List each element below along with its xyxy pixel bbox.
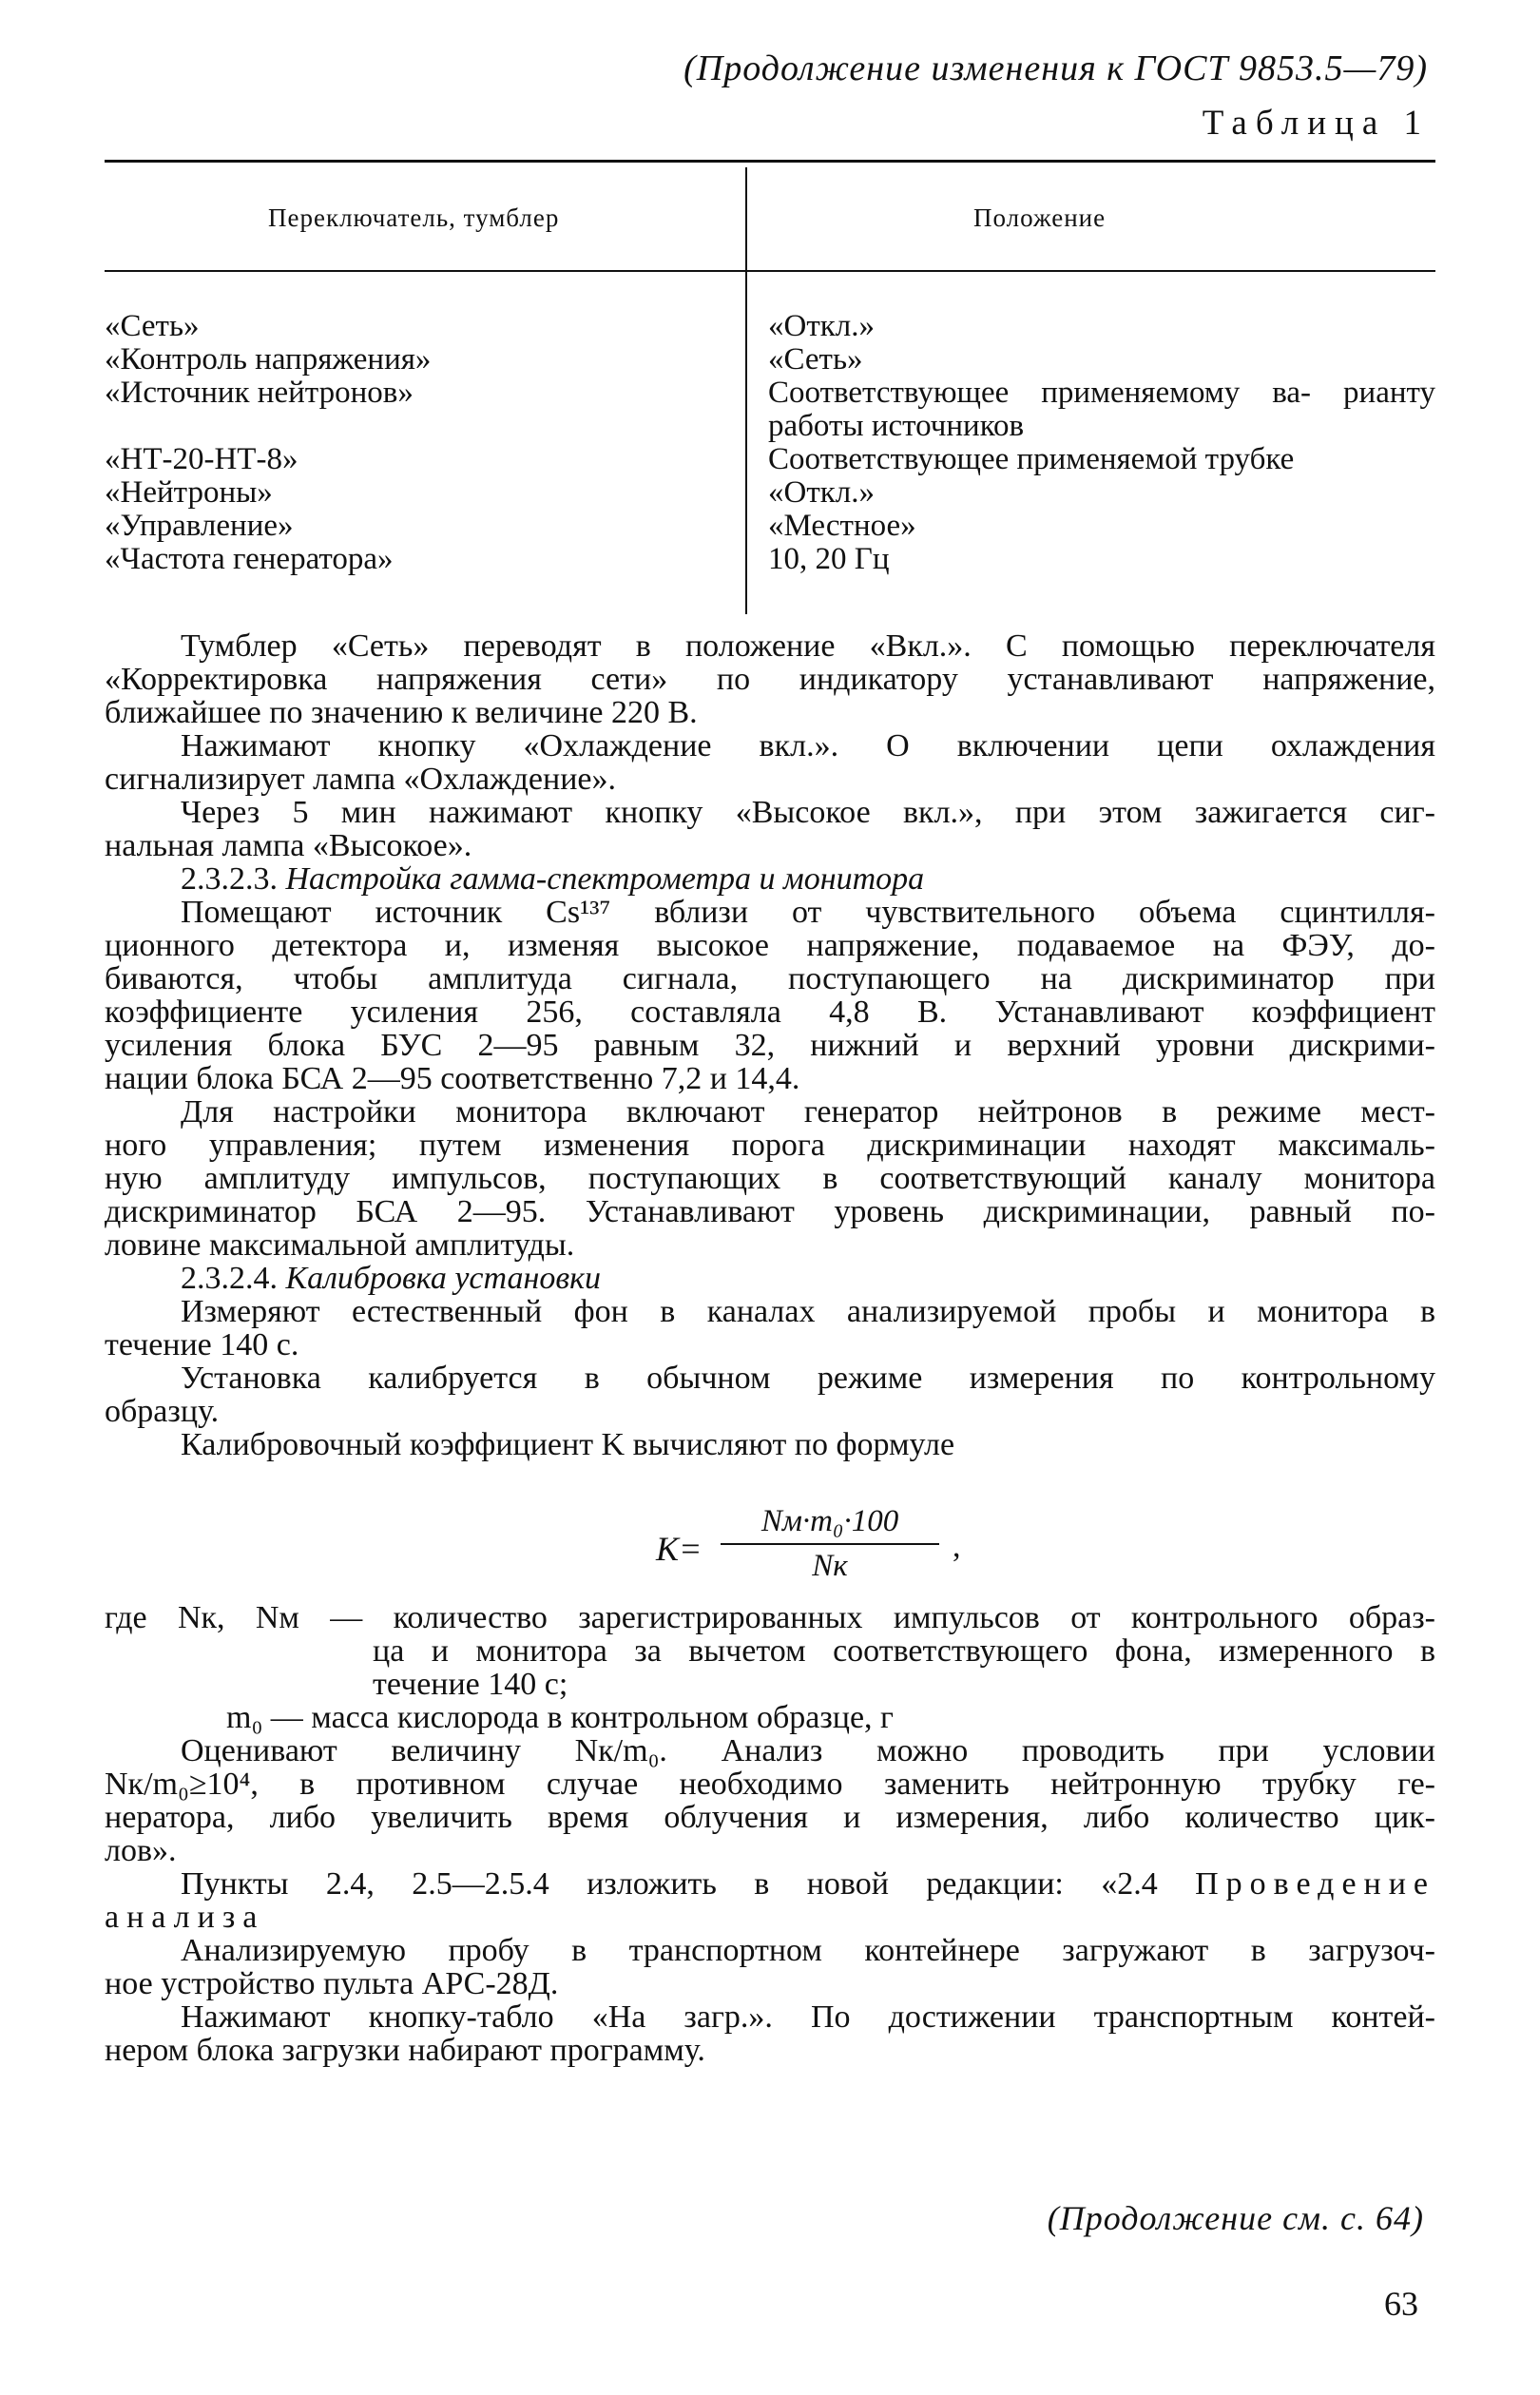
paragraph xyxy=(105,1362,1435,1428)
paragraph xyxy=(105,1428,1435,1461)
text-line: m₀ — масса кислорода в контрольном образце, г xyxy=(226,1700,894,1735)
text-span: Пункты 2.4, 2.5—2.5.4 изложить в новой редакции: «2.4 xyxy=(181,1866,1158,1902)
text-line xyxy=(105,1867,1435,1901)
section-number: 2.3.2.4. xyxy=(181,1261,278,1296)
section-heading-2-3-2-3 xyxy=(105,862,1435,896)
text-line: коэффициенте усиления 256, составляла 4,8 В. Устанавливают коэффициент xyxy=(105,995,1435,1030)
text-line: нером блока загрузки набирают программу. xyxy=(105,2033,705,2068)
header-continuation: (Продолжение изменения к ГОСТ 9853.5—79) xyxy=(683,48,1428,88)
section-title: Калибровка установки xyxy=(285,1261,601,1296)
text-line: образцу. xyxy=(105,1394,220,1429)
table-col-position xyxy=(768,310,1435,576)
text-line: Нажимают кнопку-табло «На загр.». По достижении транспортным контей- xyxy=(181,1999,1435,2035)
text-line: ближайшее по значению к величине 220 В. xyxy=(105,695,698,730)
section-title: Настройка гамма-спектрометра и монитора xyxy=(285,861,925,897)
footer-continuation: (Продолжение см. с. 64) xyxy=(1047,2199,1424,2237)
text-line: биваются, чтобы амплитуда сигнала, поступающего на дискриминатор при xyxy=(105,961,1435,996)
table-top-rule xyxy=(105,160,1435,163)
text-line: Нажимают кнопку «Охлаждение вкл.». О включении цепи охлаждения xyxy=(181,728,1435,763)
text-line: ца и монитора за вычетом соответствующего фона, измеренного в xyxy=(373,1633,1435,1669)
body-block-1 xyxy=(105,629,1435,1461)
text-line: нератора, либо увеличить время облучения и измерения, либо количество цик- xyxy=(105,1800,1435,1835)
table-header-rule xyxy=(105,270,1435,272)
fraction-bar xyxy=(721,1543,939,1545)
text-line: ную амплитуду импульсов, поступающих в соответствующий каналу монитора xyxy=(105,1161,1435,1196)
formula-numerator: Nм·m₀·100 xyxy=(760,1504,899,1538)
where-clause xyxy=(105,1601,1435,1701)
paragraph xyxy=(105,896,1435,1095)
section-number: 2.3.2.3. xyxy=(181,861,278,897)
table-column-divider xyxy=(745,167,747,614)
text-line: Для настройки монитора включают генератор нейтронов в режиме мест- xyxy=(181,1094,1435,1130)
body-block-2 xyxy=(105,1601,1435,2067)
table-cell-switch: «Частота генератора» xyxy=(105,542,394,576)
table-cell-position: 10, 20 Гц xyxy=(768,542,890,576)
text-line: усиления блока БУС 2—95 равным 32, нижний и верхний уровни дискрими- xyxy=(105,1028,1435,1063)
paragraph xyxy=(105,1095,1435,1262)
table-cell-position: «Откл.» xyxy=(768,475,876,510)
text-line: течение 140 с; xyxy=(373,1667,568,1702)
formula-fraction xyxy=(721,1504,939,1584)
table-cell-switch: «Сеть» xyxy=(105,309,200,343)
text-line: Анализируемую пробу в транспортном контейнере загружают в загрузоч- xyxy=(181,1933,1435,1968)
table-cell-position: «Местное» xyxy=(768,509,916,543)
paragraph xyxy=(105,1295,1435,1362)
paragraph xyxy=(105,729,1435,796)
table-cell-switch: «Источник нейтронов» xyxy=(105,376,414,410)
text-line: Помещают источник Cs¹³⁷ вблизи от чувствительного объема сцинтилля- xyxy=(181,895,1435,930)
text-line: «Корректировка напряжения сети» по индикатору устанавливают напряжение, xyxy=(105,662,1435,697)
table-header-switch: Переключатель, тумблер xyxy=(268,203,560,232)
text-line: течение 140 с. xyxy=(105,1327,299,1362)
formula-lhs: K= xyxy=(656,1530,703,1568)
text-line: анализа xyxy=(105,1900,265,1935)
paragraph xyxy=(105,1934,1435,2000)
table-cell-position: «Откл.» xyxy=(768,309,876,343)
where-clause xyxy=(105,1701,1435,1734)
table-cell-switch: «Управление» xyxy=(105,509,294,543)
text-line: Через 5 мин нажимают кнопку «Высокое вкл.», при этом зажигается сиг- xyxy=(181,795,1435,830)
text-span: Проведение xyxy=(1195,1866,1436,1902)
paragraph xyxy=(105,796,1435,862)
table-cell-position: «Сеть» xyxy=(768,342,863,377)
table-cell-switch: «НТ-20-НТ-8» xyxy=(105,442,298,476)
formula-tail: , xyxy=(953,1529,961,1564)
table-cell-position: Соответствующее применяемому ва- рианту работы источников xyxy=(768,376,1435,443)
text-line: ловине максимальной амплитуды. xyxy=(105,1227,575,1263)
text-line: Nк/m₀≥10⁴, в противном случае необходимо заменить нейтронную трубку ге- xyxy=(105,1767,1435,1802)
text-line: Тумблер «Сеть» переводят в положение «Вкл.». С помощью переключателя xyxy=(181,628,1435,664)
table-header-position: Положение xyxy=(973,203,1107,232)
text-line: сигнализирует лампа «Охлаждение». xyxy=(105,762,616,797)
table-col-switch xyxy=(105,310,431,576)
text-line: ного управления; путем изменения порога дискриминации находят максималь- xyxy=(105,1128,1435,1163)
text-line: ное устройство пульта АРС-28Д. xyxy=(105,1966,559,2001)
table-label: Таблица 1 xyxy=(1202,104,1430,143)
section-heading-2-3-2-4 xyxy=(105,1262,1435,1295)
text-line: дискриминатор БСА 2—95. Устанавливают уровень дискриминации, равный по- xyxy=(105,1194,1435,1229)
text-line: нальная лампа «Высокое». xyxy=(105,828,472,863)
table-cell-switch: «Контроль напряжения» xyxy=(105,342,432,377)
text-line: лов». xyxy=(105,1833,177,1868)
text-line: Установка калибруется в обычном режиме измерения по контрольному xyxy=(181,1361,1435,1396)
paragraph xyxy=(105,2000,1435,2067)
table-cell-switch: «Нейтроны» xyxy=(105,475,273,510)
text-line: Оценивают величину Nк/m₀. Анализ можно проводить при условии xyxy=(181,1733,1435,1768)
paragraph xyxy=(105,1867,1435,1934)
formula-denominator: Nк xyxy=(812,1549,848,1583)
paragraph xyxy=(105,629,1435,729)
text-line: Измеряют естественный фон в каналах анализируемой пробы и монитора в xyxy=(181,1294,1435,1329)
text-line: нации блока БСА 2—95 соответственно 7,2 и 14,4. xyxy=(105,1061,800,1096)
paragraph xyxy=(105,1734,1435,1867)
text-line: ционного детектора и, изменяя высокое напряжение, подаваемое на ФЭУ, до- xyxy=(105,928,1435,963)
page-number: 63 xyxy=(1384,2285,1418,2323)
text-line: Калибровочный коэффициент K вычисляют по формуле xyxy=(181,1427,955,1462)
table-cell-position: Соответствующее применяемой трубке xyxy=(768,442,1295,476)
text-line: где Nк, Nм — количество зарегистрированных импульсов от контрольного образ- xyxy=(105,1600,1435,1635)
